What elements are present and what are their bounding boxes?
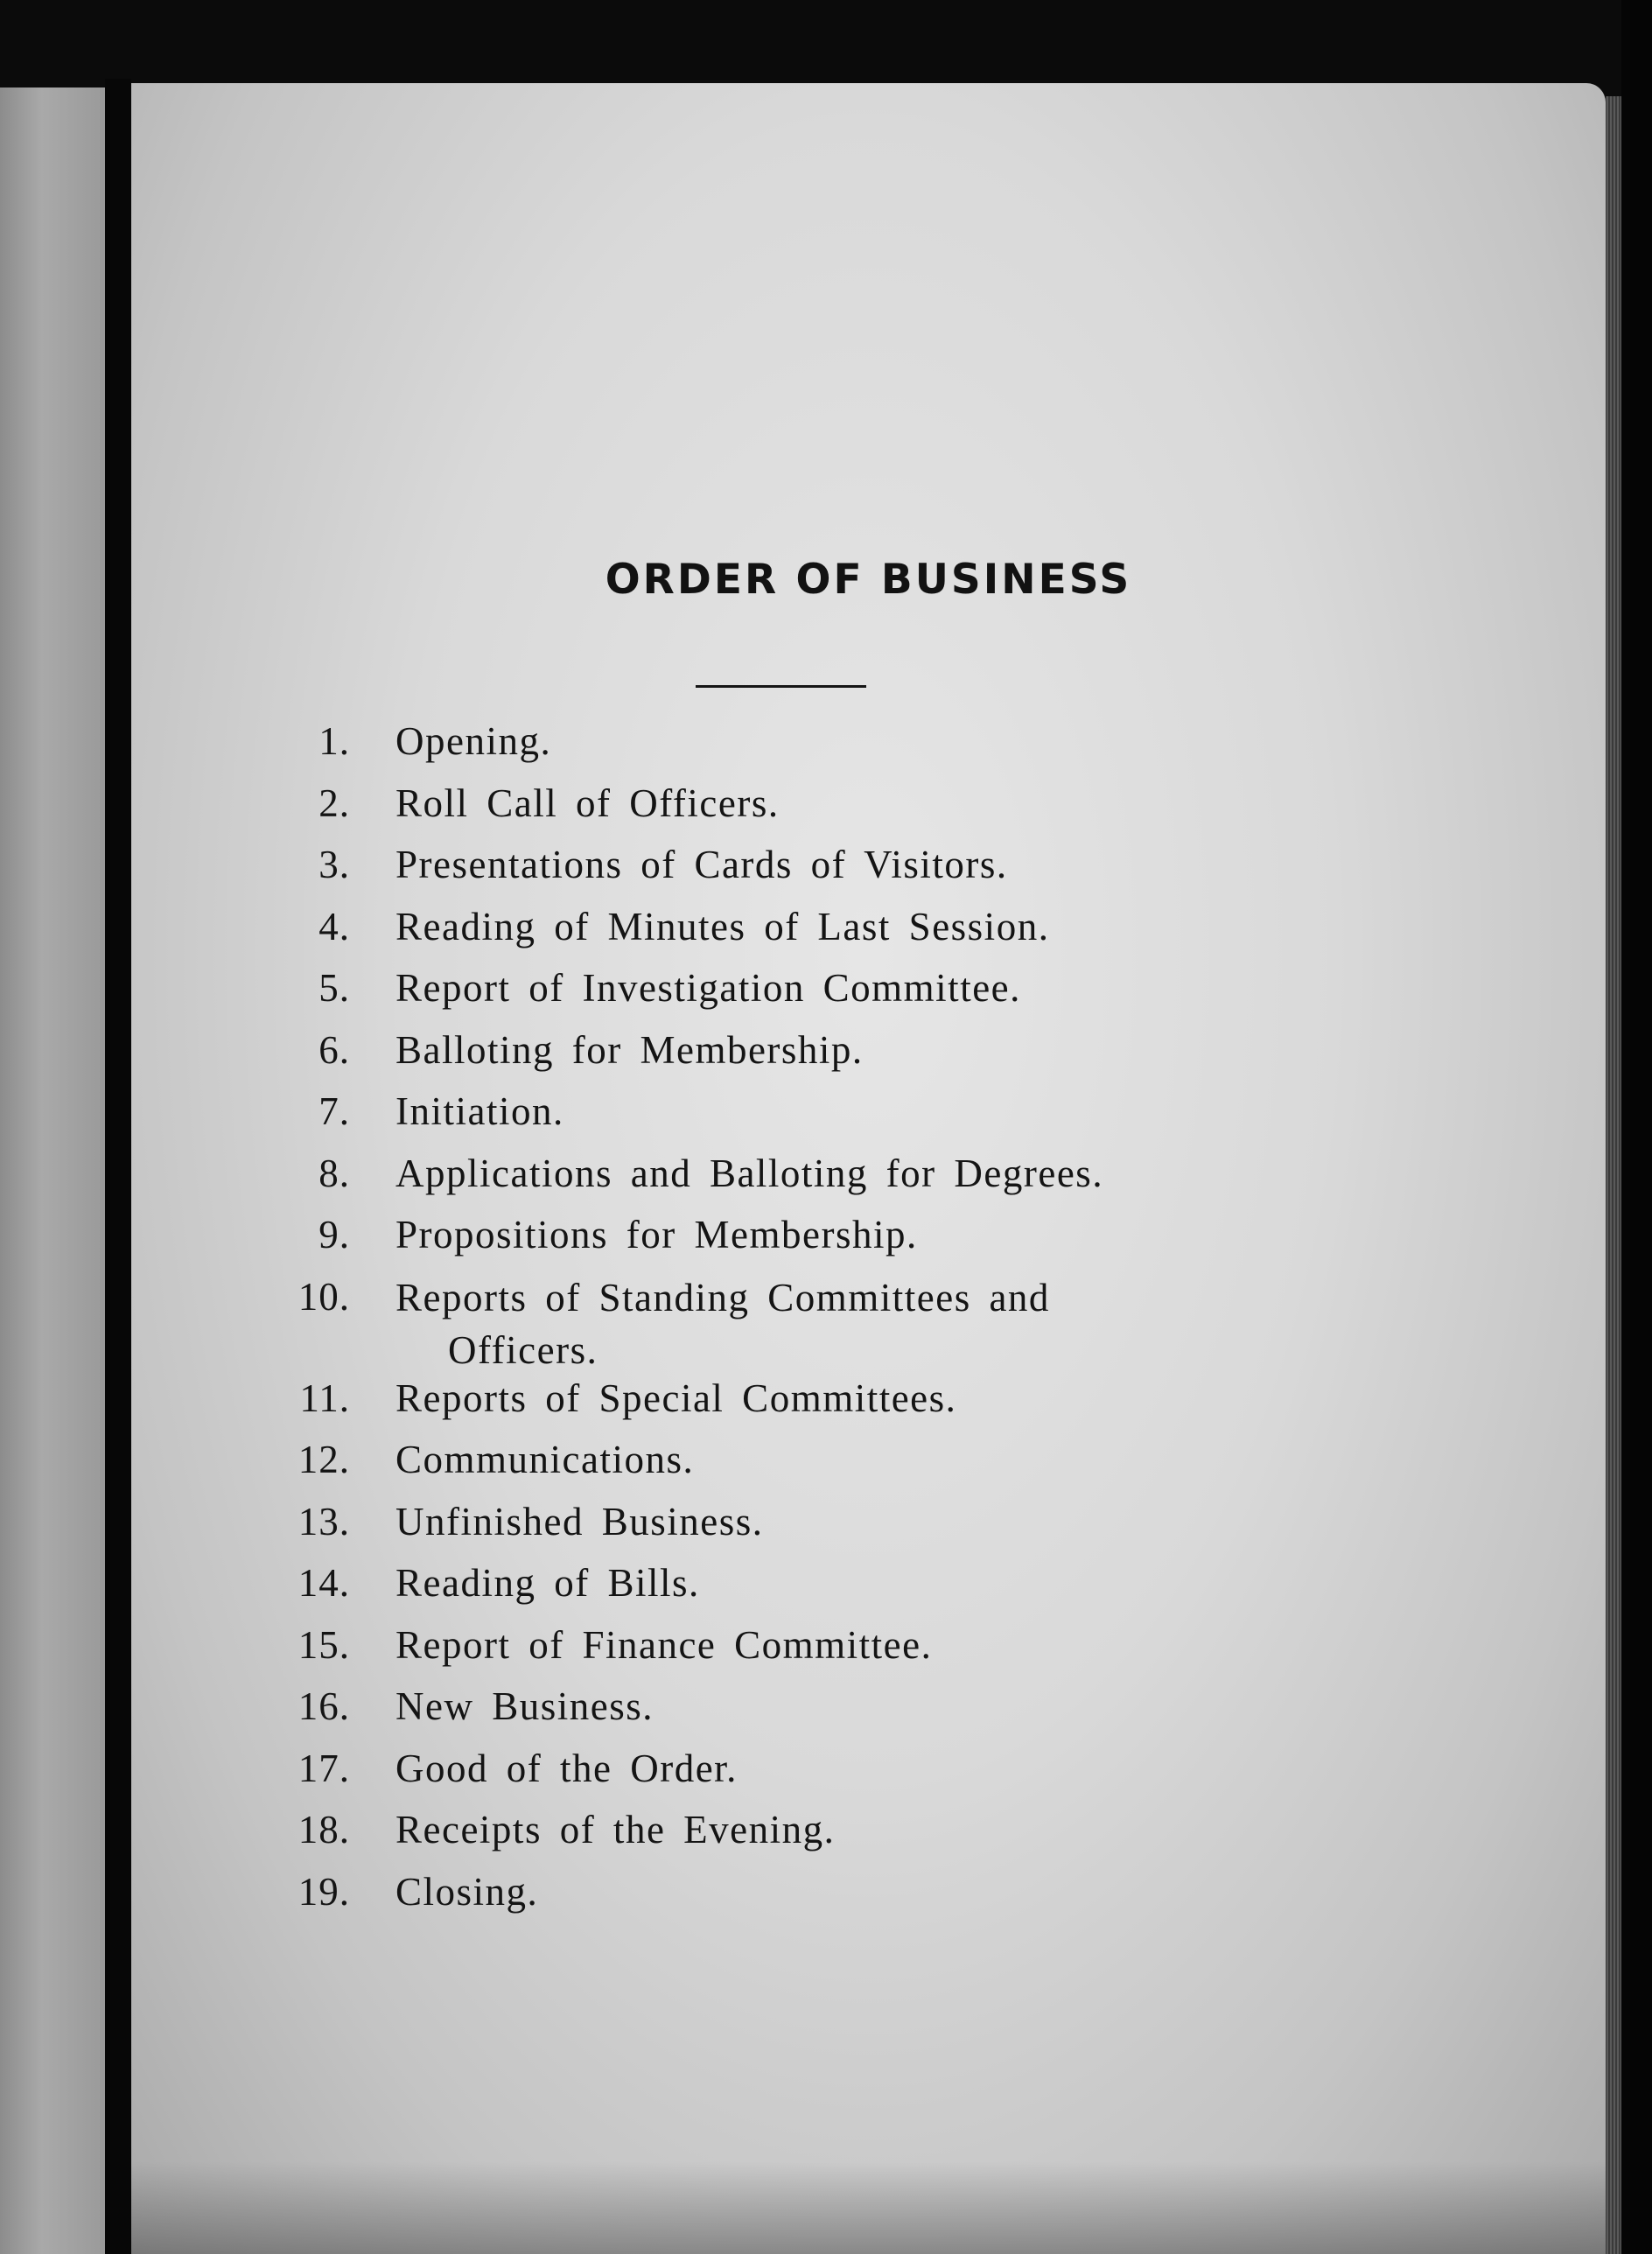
- list-item: [289, 773, 1216, 835]
- item-text: Reports of Special Committees.: [396, 1376, 957, 1420]
- list-item: [289, 1861, 1216, 1923]
- item-text: Reports of Standing Committees and: [396, 1275, 1050, 1320]
- page-stack-edge: [1606, 96, 1621, 2254]
- list-item: [289, 1676, 1216, 1738]
- item-number: 12.: [298, 1438, 350, 1481]
- item-text: Receipts of the Evening.: [396, 1808, 836, 1852]
- item-text-continued: Officers.: [448, 1327, 598, 1372]
- scan-right-border: [1621, 0, 1652, 2254]
- list-item: [289, 1552, 1216, 1614]
- item-number: 17.: [298, 1746, 350, 1790]
- scan-top-border: [0, 0, 1652, 83]
- item-number: 10.: [298, 1274, 350, 1319]
- facing-page-edge: [0, 88, 105, 2254]
- list-item: [289, 1143, 1216, 1205]
- item-text: Closing.: [396, 1869, 539, 1914]
- list-item: [289, 834, 1216, 896]
- item-number: 15.: [298, 1622, 350, 1667]
- list-item: [289, 1738, 1216, 1800]
- list-item: [289, 1614, 1216, 1676]
- list-item: [289, 1019, 1216, 1082]
- item-number: 6.: [318, 1027, 350, 1072]
- item-number: 18.: [298, 1808, 350, 1852]
- order-of-business-list: [289, 710, 1216, 1922]
- item-text: Propositions for Membership.: [396, 1213, 918, 1256]
- item-text: Balloting for Membership.: [396, 1027, 864, 1072]
- list-item: [289, 1491, 1216, 1553]
- list-item: [289, 710, 1216, 773]
- item-number: 7.: [318, 1089, 350, 1133]
- page-title: ORDER OF BUSINESS: [605, 556, 1132, 604]
- item-text: Report of Investigation Committee.: [396, 966, 1021, 1010]
- item-text: New Business.: [396, 1684, 654, 1728]
- item-text: Opening.: [396, 719, 552, 763]
- item-text: Roll Call of Officers.: [396, 780, 780, 825]
- item-text-block: [396, 1266, 1205, 1376]
- item-text: Communications.: [396, 1438, 695, 1481]
- item-text: Reading of Bills.: [396, 1561, 700, 1605]
- item-number: 8.: [318, 1151, 350, 1195]
- item-text: Reading of Minutes of Last Session.: [396, 904, 1050, 948]
- item-text: Report of Finance Committee.: [396, 1622, 933, 1667]
- list-item: [289, 1429, 1216, 1491]
- page-bottom-shadow: [131, 2161, 1606, 2254]
- list-item: [289, 957, 1216, 1019]
- item-number: 19.: [298, 1869, 350, 1914]
- item-number: 9.: [318, 1213, 350, 1256]
- item-number: 14.: [298, 1561, 350, 1605]
- item-text: Initiation.: [396, 1089, 564, 1133]
- item-text: Unfinished Business.: [396, 1499, 764, 1544]
- item-text: Presentations of Cards of Visitors.: [396, 843, 1008, 886]
- list-item: [289, 1204, 1216, 1266]
- book-gutter: [105, 79, 131, 2254]
- item-text: Good of the Order.: [396, 1746, 738, 1790]
- item-number: 16.: [298, 1684, 350, 1728]
- item-number: 4.: [318, 904, 350, 948]
- item-number: 2.: [318, 780, 350, 825]
- item-text: Applications and Balloting for Degrees.: [396, 1151, 1104, 1195]
- list-item: [289, 896, 1216, 958]
- list-item: [289, 1368, 1216, 1430]
- list-item: [289, 1266, 1216, 1372]
- list-item: [289, 1081, 1216, 1143]
- list-item: [289, 1799, 1216, 1861]
- title-divider: [696, 685, 866, 688]
- item-number: 11.: [299, 1376, 350, 1420]
- item-number: 5.: [318, 966, 350, 1010]
- item-number: 13.: [298, 1499, 350, 1544]
- item-number: 1.: [318, 719, 350, 763]
- item-number: 3.: [318, 843, 350, 886]
